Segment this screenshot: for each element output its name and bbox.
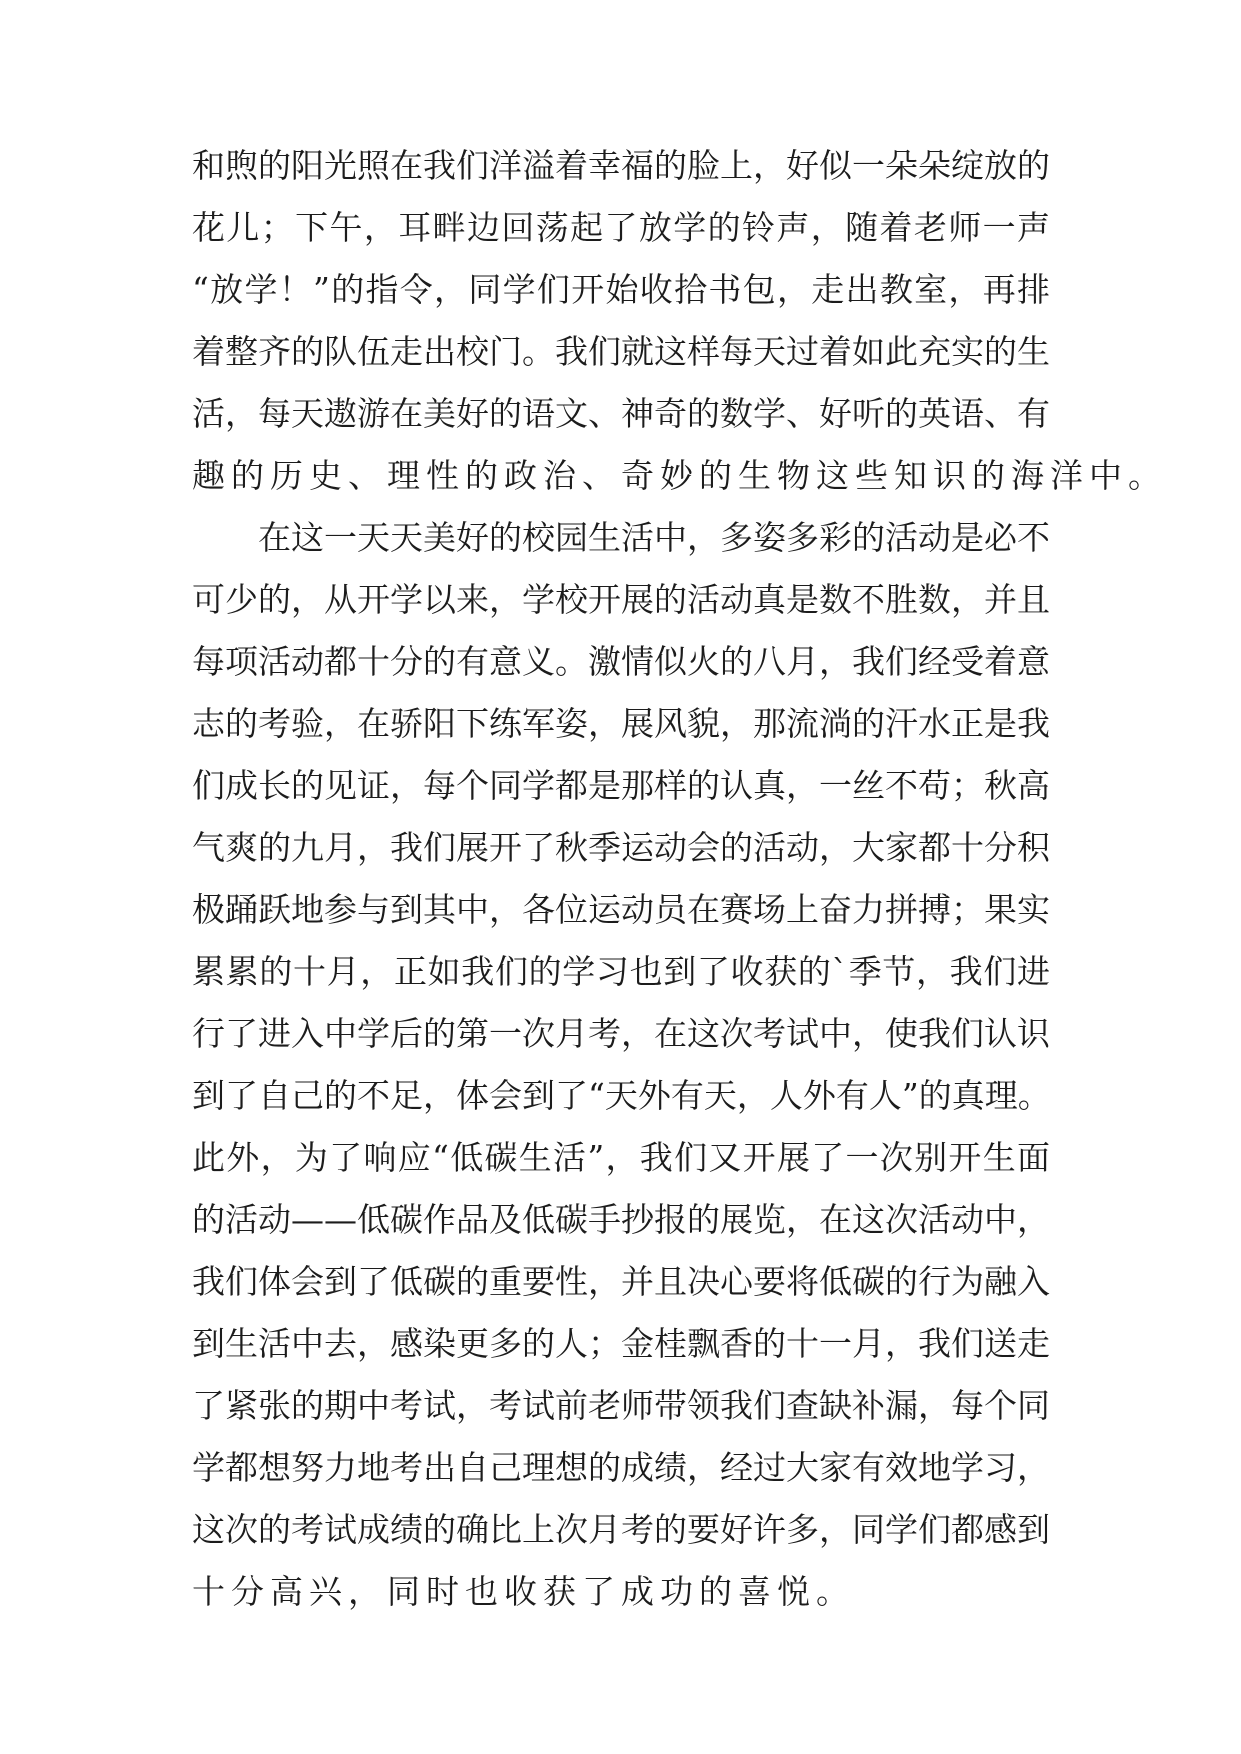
paragraph-first-line: 在这一天天美好的校园生活中，多姿多彩的活动是必不 (258, 518, 1050, 557)
text-line: 到生活中去，感染更多的人；金桂飘香的十一月，我们送走 (192, 1324, 1050, 1363)
text-line: 学都想努力地考出自己理想的成绩，经过大家有效地学习， (192, 1448, 1050, 1487)
text-line: 行了进入中学后的第一次月考，在这次考试中，使我们认识 (192, 1014, 1050, 1053)
text-line: 花儿；下午，耳畔边回荡起了放学的铃声，随着老师一声 (192, 208, 1050, 247)
text-line: 到了自己的不足，体会到了“天外有天，人外有人”的真理。 (192, 1076, 1051, 1115)
text-line: 气爽的九月，我们展开了秋季运动会的活动，大家都十分积 (192, 828, 1050, 867)
text-line: 十分高兴，同时也收获了成功的喜悦。 (192, 1572, 855, 1611)
text-line: 和煦的阳光照在我们洋溢着幸福的脸上，好似一朵朵绽放的 (192, 146, 1050, 185)
text-line: 我们体会到了低碳的重要性，并且决心要将低碳的行为融入 (192, 1262, 1050, 1301)
text-line: 了紧张的期中考试，考试前老师带领我们查缺补漏，每个同 (192, 1386, 1050, 1425)
text-line: 可少的，从开学以来，学校开展的活动真是数不胜数，并且 (192, 580, 1050, 619)
text-line: 这次的考试成绩的确比上次月考的要好许多，同学们都感到 (192, 1510, 1050, 1549)
text-line: 着整齐的队伍走出校门。我们就这样每天过着如此充实的生 (192, 332, 1050, 371)
text-line: 极踊跃地参与到其中，各位运动员在赛场上奋力拼搏；果实 (192, 890, 1050, 929)
text-line: 趣的历史、理性的政治、奇妙的生物这些知识的海洋中。 (192, 456, 1167, 495)
text-line: 活，每天遨游在美好的语文、神奇的数学、好听的英语、有 (192, 394, 1050, 433)
text-line: 们成长的见证，每个同学都是那样的认真，一丝不苟；秋高 (192, 766, 1050, 805)
text-line: 的活动——低碳作品及低碳手抄报的展览，在这次活动中， (192, 1200, 1050, 1239)
text-line: 此外，为了响应“低碳生活”，我们又开展了一次别开生面 (192, 1138, 1050, 1177)
text-line: “放学！”的指令，同学们开始收拾书包，走出教室，再排 (192, 270, 1050, 309)
text-line: 每项活动都十分的有意义。激情似火的八月，我们经受着意 (192, 642, 1050, 681)
text-line: 志的考验，在骄阳下练军姿，展风貌，那流淌的汗水正是我 (192, 704, 1050, 743)
text-line: 累累的十月，正如我们的学习也到了收获的`季节，我们进 (192, 952, 1050, 991)
